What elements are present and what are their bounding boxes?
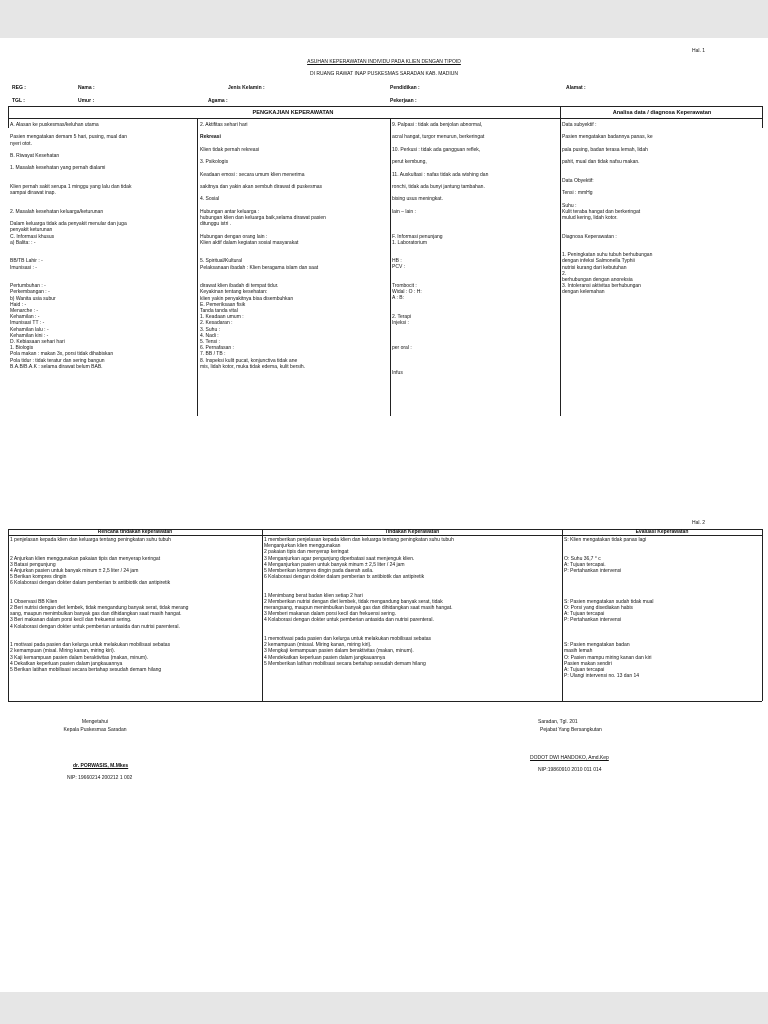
plan-column: 1 penjelasan kepada klien dan keluarga tentang peningkatan suhu tubuh 2 Anjurkan klien menggunakan pakaian tipis dan menyerap keringat 3 Batasi pengunjung 4 Anjurkan pasien untuk banyak minum ± 2,5 liter / 24 jam 5 Berikan kompres dingin 6 Kolaborasi dengan dokter dalam pemberian tx antibiotik dan antipiretik 1 Observasi BB Klien 2 Beri nutrisi dengan diet lembek, tidak mengandung banyak serat, tidak merang sang, maupun menimbulkan banyak gas dan dihidangkan saat masih hangat. 3 Beri makanan dalam porsi kecil dan frekuensi sering. 4 Kolaborasi dengan dokter untuk pemberian antasida dan nutrisi parenteral. 1 motivasi pada pasien dan kelurga untuk melakukan mobilisasi sebatas 2 kemampuan (misal. Miring kanan, miring kiri). 3 Kaji kemampuan pasien dalam beraktivitas (makan, minum). 4 Dekatkan keperluan pasien dalam jangkauannya 5 Berikan latihan mobilisasi secara bertahap sesudah demam hilang bbox=[10, 537, 189, 673]
page-number-2: Hal. 2 bbox=[692, 520, 706, 526]
field-umur: Umur : bbox=[78, 98, 95, 104]
evaluation-column: S: Klien mengatakan tidak panas lagi O: Suhu 36,7 ° c A: Tujuan tercapai. P: Pertahankan intervensi S: Pasien mengatakan sudah tidak mual O: Porsi yang disediakan habis A: Tujuan tercapai P: Pertahankan intervensi S: Pasien mengatakan badan masih lemah O: Pasien mampu miring kanan dan kiri Pasien makan sendiri A: Tujuan tercapai P: Ulangi intervensi no. 13 dan 14 bbox=[564, 537, 654, 680]
field-pendidikan: Pendidikan : bbox=[390, 85, 420, 91]
document-title: ASUHAN KEPERAWATAN INDIVIDU PADA KLIEN DENGAN TIPOID bbox=[307, 59, 461, 65]
action-column: 1 memberikan penjelasan kepada klien dan keluarga tentang peningkatan suhu tubuh Menganjurkan klien menggunakan 2 pakaian tipis dan menyerap keringat 3 Menganjurkan agar pengunjung diperbatasi saat menjenguk klien. 4 Menganjurkan pasien untuk banyak minum ± 2,5 liter / 24 jam 5 Memberikan kompres dingin pada daerah axila. 6 Kolaborasi dengan dokter dalam pemberian tx antibiotik dan antipiretik 1 Menimbang berat badan klien setiap 2 hari 2 Memberikan nutrisi dengan diet lembek, tidak mengandung banyak serat, tidak merangsang, maupun menimbulkan banyak gas dan dihidangkan saat masih hangat. 3 Memberi makanan dalam porsi kecil dan frekuensi sering. 4 Kolaborasi dengan dokter untuk pemberian antasida dan nutrisi parenteral. 1 memotivasi pada pasien dan kelurga untuk melakukan mobilisasi sebatas 2 kemampuan (missal. Miring kanan, miring kiri). 3 Mengkaji kemampuan pasien dalam beraktivitas (makan, minum). 4 Mendekatkan keperluan pasien dalam jangkauannya 5 Memberikan latihan mobilisasi secara bertahap sesudah demam hilang bbox=[264, 537, 454, 667]
signature-right: Saradan, Tgl. 201 Pejabat Yang Bersangkutan bbox=[538, 719, 602, 733]
signature-left-name: dr. PORWASIS, M.Mkes bbox=[73, 763, 129, 769]
header-analisa-data: Analisa data / diagnosa Keperawatan bbox=[612, 110, 712, 116]
field-reg: REG : bbox=[12, 85, 26, 91]
header-tindakan-keperawatan: Tindakan Keperawatan bbox=[384, 529, 440, 535]
field-alamat: Alamat : bbox=[566, 85, 586, 91]
assessment-column-1: A. Alasan ke puskesmas/keluhan utama Pasien mengatakan demam 5 hari, pusing, mual dan nyeri otot. B. Riwayat Kesehatan 1. Masalah kesehatan yang pernah dialami Klien pernah sakit serupa 1 minggu yang lalu dan tidak sampai dirawat inap. 2. Masalah kesehatan keluarga/keturunan Dalam keluarga tidak ada penyakit menular dan juga penyakit keturunan C. Informasi khusus a) Balita: : - BB/TB Lahir : - Imunisasi : - Pertumbuhan : - Perkembangan : - b) Wanita usia subur Haid : - Menarche : - Kehamilan : - Imunisasi TT : - Kehamilan lalu : - Kehamilan kini : - D. Kebiasaan sehari hari 1. Biologis Pola makan : makan 3x, porsi tidak dihabiskan Pola tidur : tidak teratur dan sering bangun B.A.B/B.A.K : selama dirawat belum BAB. bbox=[10, 122, 132, 370]
field-tgl: TGL : bbox=[12, 98, 25, 104]
document-page bbox=[0, 38, 768, 992]
field-pekerjaan: Pekerjaan : bbox=[390, 98, 417, 104]
header-rencana-tindakan: Rencana tindakan keperawatan bbox=[97, 529, 173, 535]
assessment-column-3: 9. Palpasi : tidak ada benjolan abnormal, acral hangat, turgor menurun, berkeringat 10. Perkusi : tidak ada gangguan reflek, perut kembung, 11. Auskultasi : nafas tidak ada wishing dan ronchi, tidak ada bunyi jantung tambahan. bising usus meningkat. lain – lain : F. Informasi penunjang 1. Laboratorium HB : PCV : Trombocit : Widal : O : H: A : B: 2. Terapi Injeksi : per oral : Infus bbox=[392, 122, 489, 376]
analysis-column: Data subyektif : Pasien mengatakan badannya panas, ke pala pusing, badan terasa lemah, lidah pahit, mual dan tidak nafsu makan. Data Obyektif: Tensi : mmHg Suhu : Kulit teraba hangat dan berkeringat mulud kering, lidah kotor. Diagnosa Keperawatan : 1. Peningkatan suhu tubuh berhubungan dengan infeksi Salmonella Typhii nutrisi kurang dari kebutuhan 2. berhubungan dengan anoreksia 3. Intoleransi aktivitas berhubungan dengan kelemahan bbox=[562, 122, 653, 296]
signature-right-name: DODOT DWI HANDOKO, Amd.Kep bbox=[530, 755, 609, 761]
header-pengkajian: PENGKAJIAN KEPERAWATAN bbox=[252, 110, 334, 116]
header-evaluasi-keperawatan: Evaluasi Keperawatan bbox=[635, 529, 689, 535]
signature-left-nip: NIP: 19660214 200212 1 002 bbox=[67, 775, 133, 781]
field-nama: Nama : bbox=[78, 85, 95, 91]
field-agama: Agama : bbox=[208, 98, 228, 104]
signature-right-nip: NIP:19860910 2010 011 014 bbox=[538, 767, 602, 773]
assessment-column-2: 2. Aktifitas sehari hari Rekreasi Klien tidak pernah rekreasi 3. Psikologis Keadaan emosi : secara umum klien menerima sakitnya dan yakin akan sembuh dirawat di puskesmas 4. Sosial Hubungan antar keluarga : hubungan klien dan keluarga baik,selama dirawat pasien ditunggu istri . Hubungan dengan orang lain : Klien aktif dalam kegiatan sosial masyarakat 5. Spiritual/Kultural Pelaksanaan ibadah : Klien beragama islam dan saat dirawat klien ibadah di tempat tidur. Keyakinan tentang kesehatan: klien yakin penyakitnya bisa disembuhkan E. Pemeriksaan fisik Tanda tanda vital 1. Keadaan umum : 2. Kesadaran : 3. Suhu : 4. Nadi : 5. Tensi : 6. Pernafasan : 7. BB / TB : 8. Inspeksi kulit pucat, konjunctiva tidak ane mis, lidah kotor, muka tidak edema, kulit bersih. bbox=[200, 122, 326, 370]
signature-left: Mengetahui Kepala Puskesmas Saradan bbox=[63, 719, 127, 733]
page-number-1: Hal. 1 bbox=[692, 48, 706, 54]
document-subtitle: DI RUANG RAWAT INAP PUSKESMAS SARADAN KAB. MADIUN bbox=[310, 71, 458, 77]
field-jenis-kelamin: Jenis Kelamin : bbox=[228, 85, 265, 91]
